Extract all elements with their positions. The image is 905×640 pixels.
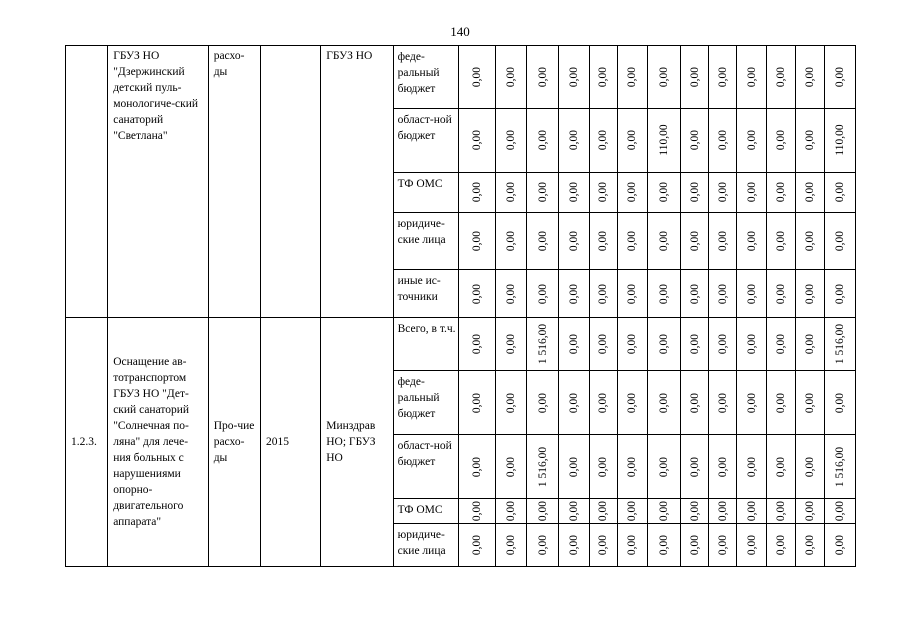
- table-row: [66, 46, 856, 109]
- amount-cell: [458, 108, 495, 172]
- executor: Минздрав НО; ГБУЗ НО: [326, 419, 376, 464]
- amount-cell: [559, 172, 589, 212]
- amount-cell: [559, 108, 589, 172]
- amount-cell: [589, 371, 617, 435]
- table-row: [66, 317, 856, 371]
- amount-cell: [647, 523, 680, 566]
- amount-value: 0,00: [568, 66, 580, 87]
- amount-cell: [681, 270, 709, 317]
- amount-cell: [617, 172, 647, 212]
- amount-value: 0,00: [471, 500, 484, 521]
- amount-value: 0,00: [471, 130, 484, 151]
- amount-value: 0,00: [745, 231, 758, 252]
- expense-type: Про-чие расхо-ды: [213, 419, 255, 464]
- amount-value: 0,00: [471, 392, 484, 413]
- amount-cell: [824, 498, 855, 523]
- amount-value: 0,00: [688, 456, 701, 477]
- amount-cell: [681, 172, 709, 212]
- amount-value: 0,00: [505, 456, 518, 477]
- amount-cell: [824, 212, 855, 270]
- amount-cell: [824, 270, 855, 317]
- funding-source: ТФ ОМС: [393, 172, 458, 212]
- amount-value: 0,00: [833, 182, 846, 203]
- amount-value: 1 516,00: [833, 323, 846, 365]
- funding-source: ТФ ОМС: [393, 498, 458, 523]
- amount-cell: [559, 371, 589, 435]
- amount-value: 0,00: [597, 534, 610, 555]
- amount-cell: [795, 172, 824, 212]
- amount-value: 0,00: [471, 231, 484, 252]
- amount-value: 0,00: [626, 500, 639, 521]
- amount-value: 0,00: [597, 500, 610, 521]
- amount-cell: [681, 435, 709, 499]
- amount-cell: [589, 46, 617, 109]
- expense-type: расхо-ды: [213, 50, 245, 78]
- amount-cell: [767, 172, 795, 212]
- amount-cell: [709, 317, 737, 371]
- amount-cell: [527, 270, 559, 317]
- amount-cell: [709, 108, 737, 172]
- funding-source: област-ной бюджет: [393, 108, 458, 172]
- amount-cell: [496, 212, 527, 270]
- amount-cell: [795, 371, 824, 435]
- amount-cell: [496, 435, 527, 499]
- amount-value: 0,00: [775, 231, 787, 252]
- amount-cell: [709, 270, 737, 317]
- item-name-cell: [108, 317, 209, 566]
- amount-value: 0,00: [688, 283, 701, 304]
- funding-source: област-ной бюджет: [393, 435, 458, 499]
- amount-value: 0,00: [745, 392, 758, 413]
- amount-cell: [617, 212, 647, 270]
- amount-value: 0,00: [536, 66, 549, 87]
- amount-value: 0,00: [536, 231, 549, 252]
- amount-value: 0,00: [626, 534, 639, 555]
- amount-cell: [496, 46, 527, 109]
- amount-value: 0,00: [626, 392, 639, 413]
- amount-cell: [737, 523, 767, 566]
- amount-value: 0,00: [688, 333, 701, 355]
- amount-value: 0,00: [626, 333, 639, 355]
- expense-type-cell: [208, 317, 260, 566]
- amount-cell: [458, 371, 495, 435]
- amount-cell: [559, 212, 589, 270]
- amount-value: 0,00: [626, 456, 639, 477]
- amount-cell: [681, 371, 709, 435]
- amount-cell: [824, 523, 855, 566]
- implementation-year: 2015: [265, 435, 289, 448]
- amount-value: 0,00: [803, 392, 816, 413]
- amount-cell: [647, 371, 680, 435]
- amount-value: 0,00: [568, 392, 580, 413]
- implementation-year-cell: [260, 46, 320, 318]
- amount-cell: [647, 172, 680, 212]
- amount-value: 0,00: [688, 66, 701, 87]
- amount-value: 0,00: [471, 66, 484, 87]
- amount-value: 0,00: [505, 534, 518, 555]
- amount-cell: [527, 435, 559, 499]
- amount-cell: [559, 46, 589, 109]
- amount-value: 0,00: [657, 534, 670, 555]
- amount-cell: [681, 212, 709, 270]
- amount-cell: [617, 523, 647, 566]
- amount-cell: [767, 270, 795, 317]
- amount-value: 0,00: [568, 333, 580, 355]
- amount-value: 0,00: [688, 231, 701, 252]
- amount-cell: [709, 172, 737, 212]
- amount-cell: [527, 172, 559, 212]
- amount-cell: [589, 212, 617, 270]
- amount-value: 0,00: [568, 182, 580, 203]
- amount-cell: [767, 371, 795, 435]
- amount-value: 0,00: [716, 333, 729, 355]
- amount-value: 0,00: [716, 283, 729, 304]
- executor: ГБУЗ НО: [326, 50, 373, 62]
- amount-cell: [709, 435, 737, 499]
- amount-value: 0,00: [626, 283, 639, 304]
- amount-cell: [709, 212, 737, 270]
- amount-value: 0,00: [657, 283, 670, 304]
- amount-cell: [824, 371, 855, 435]
- amount-cell: [458, 498, 495, 523]
- amount-value: 0,00: [568, 534, 580, 555]
- amount-value: 0,00: [597, 333, 610, 355]
- amount-value: 0,00: [745, 283, 758, 304]
- amount-cell: [647, 317, 680, 371]
- amount-value: 1 516,00: [833, 446, 846, 487]
- amount-value: 0,00: [775, 283, 787, 304]
- amount-cell: [589, 498, 617, 523]
- amount-value: 0,00: [471, 456, 484, 477]
- amount-value: 0,00: [775, 66, 787, 87]
- amount-value: 0,00: [505, 231, 518, 252]
- amount-value: 0,00: [505, 182, 518, 203]
- item-code-cell: [66, 317, 108, 566]
- amount-value: 0,00: [833, 500, 846, 521]
- amount-value: 0,00: [716, 130, 729, 151]
- amount-value: 0,00: [803, 130, 816, 151]
- amount-cell: [737, 498, 767, 523]
- amount-value: 0,00: [597, 130, 610, 151]
- amount-value: 0,00: [657, 500, 670, 521]
- executor-cell: [321, 46, 393, 318]
- amount-cell: [617, 317, 647, 371]
- amount-value: 0,00: [745, 500, 758, 521]
- amount-cell: [737, 212, 767, 270]
- amount-value: 0,00: [775, 534, 787, 555]
- amount-cell: [617, 108, 647, 172]
- amount-value: 0,00: [657, 333, 670, 355]
- amount-cell: [795, 435, 824, 499]
- amount-cell: [737, 435, 767, 499]
- amount-value: 0,00: [536, 182, 549, 203]
- amount-value: 0,00: [657, 392, 670, 413]
- amount-cell: [681, 46, 709, 109]
- amount-cell: [559, 270, 589, 317]
- amount-value: 0,00: [803, 66, 816, 87]
- amount-value: 0,00: [505, 130, 518, 151]
- item-name: ГБУЗ НО "Дзержинский детский пуль-монологиче-ский санаторий "Светлана": [113, 50, 199, 142]
- amount-value: 0,00: [803, 534, 816, 555]
- amount-value: 110,00: [833, 124, 846, 156]
- implementation-year-cell: [260, 317, 320, 566]
- amount-cell: [795, 317, 824, 371]
- amount-cell: [496, 498, 527, 523]
- amount-value: 0,00: [688, 130, 701, 151]
- amount-cell: [709, 498, 737, 523]
- funding-source: иные ис-точники: [393, 270, 458, 317]
- executor-cell: [321, 317, 393, 566]
- funding-source: феде-ральный бюджет: [393, 46, 458, 109]
- amount-cell: [496, 172, 527, 212]
- amount-cell: [737, 317, 767, 371]
- amount-cell: [709, 371, 737, 435]
- amount-value: 0,00: [597, 231, 610, 252]
- amount-cell: [458, 212, 495, 270]
- amount-cell: [795, 108, 824, 172]
- amount-value: 0,00: [505, 333, 518, 355]
- amount-cell: [559, 317, 589, 371]
- amount-value: 0,00: [688, 392, 701, 413]
- amount-value: 0,00: [745, 182, 758, 203]
- amount-value: 0,00: [803, 182, 816, 203]
- amount-value: 0,00: [745, 130, 758, 151]
- amount-value: 0,00: [775, 500, 787, 521]
- amount-cell: [647, 270, 680, 317]
- amount-cell: [496, 108, 527, 172]
- amount-value: 0,00: [568, 456, 580, 477]
- amount-cell: [527, 317, 559, 371]
- amount-value: 0,00: [745, 333, 758, 355]
- amount-value: 0,00: [803, 283, 816, 304]
- amount-cell: [709, 46, 737, 109]
- amount-cell: [617, 270, 647, 317]
- amount-value: 0,00: [688, 182, 701, 203]
- amount-cell: [559, 435, 589, 499]
- amount-cell: [496, 371, 527, 435]
- amount-cell: [767, 108, 795, 172]
- amount-cell: [795, 523, 824, 566]
- amount-value: 0,00: [626, 231, 639, 252]
- funding-source: Всего, в т.ч.: [393, 317, 458, 371]
- amount-cell: [767, 498, 795, 523]
- amount-value: 0,00: [471, 182, 484, 203]
- amount-cell: [795, 46, 824, 109]
- amount-value: 0,00: [568, 231, 580, 252]
- amount-value: 110,00: [657, 124, 670, 156]
- item-name-cell: [108, 46, 209, 318]
- amount-cell: [681, 523, 709, 566]
- amount-cell: [824, 317, 855, 371]
- amount-cell: [527, 46, 559, 109]
- amount-value: 0,00: [775, 130, 787, 151]
- amount-cell: [589, 270, 617, 317]
- amount-value: 0,00: [775, 182, 787, 203]
- amount-cell: [767, 212, 795, 270]
- amount-value: 0,00: [803, 231, 816, 252]
- amount-value: 0,00: [568, 130, 580, 151]
- amount-cell: [527, 108, 559, 172]
- amount-value: 0,00: [745, 534, 758, 555]
- funding-source: юридиче-ские лица: [393, 212, 458, 270]
- amount-cell: [617, 371, 647, 435]
- amount-cell: [589, 172, 617, 212]
- amount-cell: [458, 317, 495, 371]
- amount-value: 0,00: [505, 500, 518, 521]
- amount-cell: [559, 498, 589, 523]
- amount-cell: [617, 498, 647, 523]
- amount-value: 0,00: [775, 456, 787, 477]
- amount-cell: [681, 108, 709, 172]
- budget-table: [65, 45, 856, 567]
- amount-cell: [617, 46, 647, 109]
- funding-source: юридиче-ские лица: [393, 523, 458, 566]
- amount-value: 0,00: [505, 392, 518, 413]
- amount-value: 0,00: [833, 392, 846, 413]
- amount-value: 1 516,00: [536, 323, 549, 365]
- amount-cell: [709, 523, 737, 566]
- funding-source: феде-ральный бюджет: [393, 371, 458, 435]
- amount-value: 0,00: [833, 231, 846, 252]
- amount-cell: [824, 435, 855, 499]
- amount-cell: [795, 498, 824, 523]
- amount-value: 0,00: [833, 534, 846, 555]
- amount-value: 0,00: [505, 283, 518, 304]
- amount-cell: [458, 435, 495, 499]
- amount-cell: [824, 46, 855, 109]
- amount-value: 0,00: [716, 392, 729, 413]
- amount-value: 0,00: [536, 130, 549, 151]
- amount-value: 0,00: [597, 283, 610, 304]
- amount-value: 0,00: [716, 534, 729, 555]
- amount-cell: [458, 523, 495, 566]
- amount-value: 0,00: [597, 392, 610, 413]
- amount-value: 0,00: [597, 182, 610, 203]
- amount-cell: [647, 498, 680, 523]
- amount-cell: [589, 523, 617, 566]
- amount-cell: [681, 498, 709, 523]
- amount-cell: [458, 46, 495, 109]
- amount-cell: [496, 523, 527, 566]
- amount-value: 0,00: [568, 500, 580, 521]
- amount-value: 0,00: [775, 392, 787, 413]
- amount-cell: [647, 46, 680, 109]
- amount-cell: [589, 317, 617, 371]
- amount-value: 0,00: [745, 66, 758, 87]
- amount-value: 0,00: [536, 392, 549, 413]
- amount-value: 1 516,00: [536, 446, 549, 487]
- amount-value: 0,00: [657, 182, 670, 203]
- page-number: 140: [450, 24, 470, 39]
- amount-value: 0,00: [597, 456, 610, 477]
- amount-value: 0,00: [833, 66, 846, 87]
- amount-value: 0,00: [688, 500, 701, 521]
- amount-cell: [458, 172, 495, 212]
- amount-value: 0,00: [597, 66, 610, 87]
- amount-cell: [795, 212, 824, 270]
- amount-value: 0,00: [536, 500, 549, 521]
- item-name: Оснащение ав-тотранспортом ГБУЗ НО "Дет-ский санаторий "Солнечная по-ляна" для лече-ния больных с нарушениями опорно-двигательного аппарата": [113, 355, 190, 528]
- amount-value: 0,00: [657, 66, 670, 87]
- amount-value: 0,00: [803, 333, 816, 355]
- amount-cell: [647, 108, 680, 172]
- amount-value: 0,00: [657, 231, 670, 252]
- amount-cell: [737, 172, 767, 212]
- amount-value: 0,00: [505, 66, 518, 87]
- amount-value: 0,00: [716, 456, 729, 477]
- amount-cell: [527, 371, 559, 435]
- amount-value: 0,00: [536, 283, 549, 304]
- amount-cell: [589, 435, 617, 499]
- amount-cell: [737, 46, 767, 109]
- amount-value: 0,00: [626, 130, 639, 151]
- amount-cell: [527, 523, 559, 566]
- amount-cell: [824, 108, 855, 172]
- amount-cell: [527, 212, 559, 270]
- amount-cell: [795, 270, 824, 317]
- amount-cell: [824, 172, 855, 212]
- amount-cell: [496, 270, 527, 317]
- amount-value: 0,00: [716, 66, 729, 87]
- amount-value: 0,00: [657, 456, 670, 477]
- amount-value: 0,00: [471, 333, 484, 355]
- amount-value: 0,00: [626, 66, 639, 87]
- amount-value: 0,00: [716, 231, 729, 252]
- amount-cell: [767, 46, 795, 109]
- amount-value: 0,00: [803, 456, 816, 477]
- item-code-cell: [66, 46, 108, 318]
- amount-value: 0,00: [745, 456, 758, 477]
- amount-cell: [647, 212, 680, 270]
- amount-cell: [527, 498, 559, 523]
- amount-cell: [767, 435, 795, 499]
- amount-cell: [767, 317, 795, 371]
- amount-cell: [559, 523, 589, 566]
- amount-value: 0,00: [626, 182, 639, 203]
- item-code: 1.2.3.: [71, 435, 97, 448]
- amount-cell: [458, 270, 495, 317]
- amount-value: 0,00: [716, 500, 729, 521]
- amount-value: 0,00: [471, 534, 484, 555]
- amount-cell: [589, 108, 617, 172]
- amount-cell: [737, 371, 767, 435]
- amount-cell: [737, 108, 767, 172]
- amount-cell: [737, 270, 767, 317]
- amount-cell: [681, 317, 709, 371]
- amount-value: 0,00: [775, 333, 787, 355]
- amount-cell: [767, 523, 795, 566]
- amount-value: 0,00: [716, 182, 729, 203]
- amount-value: 0,00: [536, 534, 549, 555]
- amount-value: 0,00: [803, 500, 816, 521]
- amount-cell: [496, 317, 527, 371]
- expense-type-cell: [208, 46, 260, 318]
- amount-value: 0,00: [833, 283, 846, 304]
- amount-value: 0,00: [568, 283, 580, 304]
- amount-cell: [647, 435, 680, 499]
- amount-value: 0,00: [471, 283, 484, 304]
- amount-value: 0,00: [688, 534, 701, 555]
- amount-cell: [617, 435, 647, 499]
